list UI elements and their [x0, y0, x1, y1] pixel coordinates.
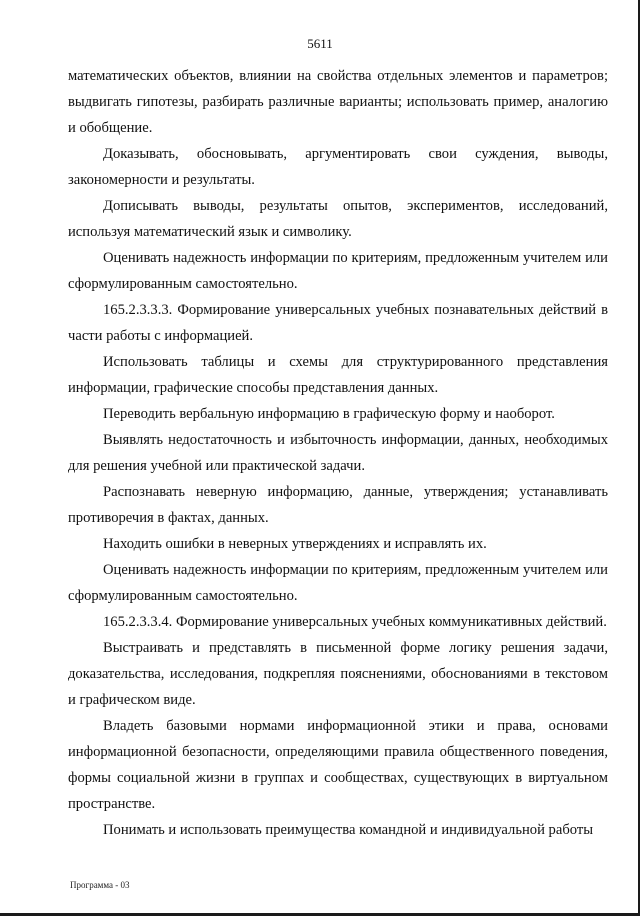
paragraph: Находить ошибки в неверных утверждениях и исправлять их. [103, 536, 487, 552]
paragraph: Выстраивать и представлять в письменной форме логику решения задачи, доказательства, исследования, подкрепляя пояснениями, обоснованиями в текстовом и графическом виде. [68, 640, 608, 708]
section-heading: 165.2.3.3.3. Формирование универсальных учебных познавательных действий в части работы с информацией. [68, 302, 608, 344]
page-number: 5611 [307, 36, 333, 51]
paragraph: Переводить вербальную информацию в графическую форму и наоборот. [103, 406, 555, 422]
paragraph-continuation: математических объектов, влиянии на свойства отдельных элементов и параметров; выдвигать гипотезы, разбирать различные варианты; использовать пример, аналогию и обобщение. [68, 68, 608, 136]
paragraph: Распознавать неверную информацию, данные, утверждения; устанавливать противоречия в фактах, данных. [68, 484, 608, 526]
paragraph: Владеть базовыми нормами информационной этики и права, основами информационной безопасности, определяющими правила общественного поведения, формы социальной жизни в группах и сообществах, существующих в виртуальном пространстве. [68, 718, 608, 812]
document-body [68, 63, 608, 843]
paragraph: Дописывать выводы, результаты опытов, экспериментов, исследований, используя математический язык и символику. [68, 198, 608, 240]
paragraph: Понимать и использовать преимущества командной и индивидуальной работы [103, 822, 594, 838]
paragraph: Выявлять недостаточность и избыточность информации, данных, необходимых для решения учебной или практической задачи. [68, 432, 608, 474]
paragraph: Использовать таблицы и схемы для структурированного представления информации, графические способы представления данных. [68, 354, 608, 396]
footer-program-label: Программа - 03 [70, 880, 130, 890]
paragraph: Доказывать, обосновывать, аргументировать свои суждения, выводы, закономерности и результаты. [68, 146, 608, 188]
paragraph: Оценивать надежность информации по критериям, предложенным учителем или сформулированным самостоятельно. [68, 250, 608, 292]
paragraph: Оценивать надежность информации по критериям, предложенным учителем или сформулированным самостоятельно. [68, 562, 608, 604]
section-heading: 165.2.3.3.4. Формирование универсальных учебных коммуникативных действий. [103, 614, 607, 630]
